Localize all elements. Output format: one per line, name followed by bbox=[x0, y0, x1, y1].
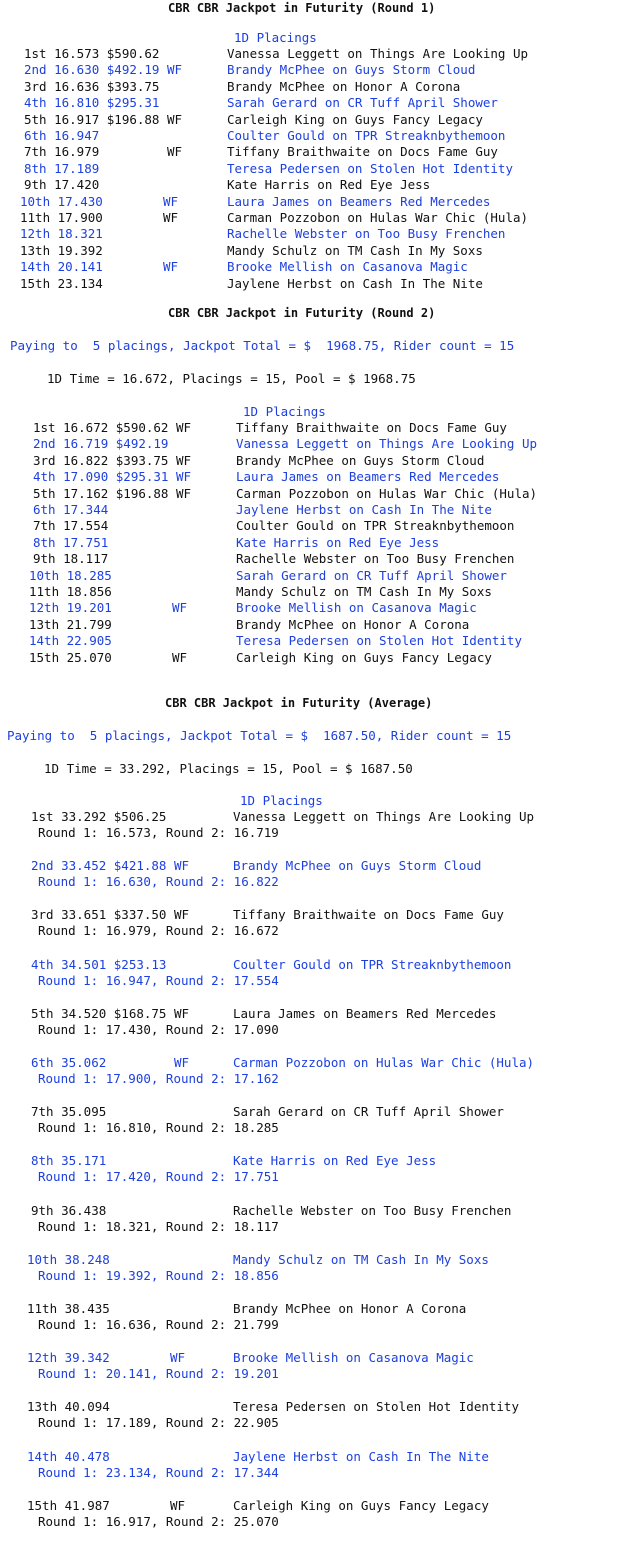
placing-round-times: Round 1: 16.917, Round 2: 25.070 bbox=[38, 1513, 279, 1529]
placing-round-times: Round 1: 16.947, Round 2: 17.554 bbox=[38, 972, 279, 988]
round2-placings-header: 1D Placings bbox=[243, 404, 326, 419]
placing-rider-horse: Jaylene Herbst on Cash In The Nite bbox=[233, 1448, 489, 1464]
placing-rank-time: 10th 17.430 WF bbox=[20, 193, 179, 209]
placing-round-times: Round 1: 23.134, Round 2: 17.344 bbox=[38, 1464, 279, 1480]
placing-rider-horse: Teresa Pedersen on Stolen Hot Identity bbox=[227, 160, 513, 176]
placing-rank-time: 9th 18.117 bbox=[33, 551, 192, 567]
placing-rider-horse: Brooke Mellish on Casanova Magic bbox=[233, 1350, 474, 1366]
placing-rider-horse: Carleigh King on Guys Fancy Legacy bbox=[236, 649, 492, 665]
placing-rank-time: 2nd 16.630 $492.19 WF bbox=[24, 62, 183, 78]
placing-rider-horse: Sarah Gerard on CR Tuff April Shower bbox=[233, 1104, 504, 1120]
placing-round-times: Round 1: 16.636, Round 2: 21.799 bbox=[38, 1317, 279, 1332]
placing-rider-horse: Laura James on Beamers Red Mercedes bbox=[233, 1005, 497, 1021]
placing-rider-horse: Brandy McPhee on Honor A Corona bbox=[233, 1301, 467, 1316]
placing-round-times: Round 1: 18.321, Round 2: 18.117 bbox=[38, 1218, 279, 1234]
placing-rank-time: 14th 20.141 WF bbox=[20, 259, 179, 275]
placing-rank-time: 7th 35.095 bbox=[31, 1104, 190, 1120]
placing-rider-horse: Carman Pozzobon on Hulas War Chic (Hula) bbox=[233, 1055, 535, 1070]
placing-rank-time: 3rd 16.636 $393.75 bbox=[24, 78, 183, 94]
placing-rider-horse: Teresa Pedersen on Stolen Hot Identity bbox=[233, 1399, 519, 1415]
placing-rider-horse: Rachelle Webster on Too Busy Frenchen bbox=[236, 551, 515, 567]
placing-rank-time: 5th 34.520 $168.75 WF bbox=[31, 1005, 190, 1021]
placing-rank-time: 4th 17.090 $295.31 WF bbox=[33, 469, 192, 485]
placing-rank-time: 12th 19.201 WF bbox=[29, 600, 188, 616]
average-placings-header: 1D Placings bbox=[240, 793, 323, 808]
round2-paying-line: Paying to 5 placings, Jackpot Total = $ 1968.75, Rider count = 15 bbox=[10, 338, 515, 353]
placing-rider-horse: Brooke Mellish on Casanova Magic bbox=[236, 600, 477, 616]
placing-rider-horse: Mandy Schulz on TM Cash In My Soxs bbox=[227, 242, 483, 258]
placing-rider-horse: Carleigh King on Guys Fancy Legacy bbox=[227, 111, 483, 127]
round2-summary: 1D Time = 16.672, Placings = 15, Pool = $ 1968.75 bbox=[47, 371, 416, 386]
placing-rider-horse: Kate Harris on Red Eye Jess bbox=[236, 534, 440, 550]
placing-rider-horse: Coulter Gould on TPR Streaknbythemoon bbox=[236, 518, 515, 534]
placing-rank-time: 8th 17.751 bbox=[33, 534, 192, 550]
placing-rider-horse: Kate Harris on Red Eye Jess bbox=[233, 1153, 437, 1169]
placing-rider-horse: Tiffany Braithwaite on Docs Fame Guy bbox=[233, 907, 504, 923]
placing-rank-time: 7th 16.979 WF bbox=[24, 144, 183, 160]
placing-rider-horse: Brandy McPhee on Honor A Corona bbox=[236, 616, 470, 632]
placing-rider-horse: Jaylene Herbst on Cash In The Nite bbox=[236, 502, 492, 517]
average-summary: 1D Time = 33.292, Placings = 15, Pool = $ 1687.50 bbox=[44, 761, 413, 776]
placing-rank-time: 8th 17.189 bbox=[24, 160, 183, 176]
placing-rank-time: 9th 17.420 bbox=[24, 177, 183, 193]
placing-round-times: Round 1: 17.189, Round 2: 22.905 bbox=[38, 1415, 279, 1431]
placing-rank-time: 4th 16.810 $295.31 bbox=[24, 95, 183, 111]
placing-rank-time: 10th 18.285 bbox=[29, 567, 188, 583]
round1-placings-header: 1D Placings bbox=[234, 30, 317, 45]
placing-rank-time: 1st 16.672 $590.62 WF bbox=[33, 420, 192, 435]
placing-rider-horse: Jaylene Herbst on Cash In The Nite bbox=[227, 275, 483, 291]
placing-rank-time: 3rd 33.651 $337.50 WF bbox=[31, 907, 190, 923]
placing-rider-horse: Tiffany Braithwaite on Docs Fame Guy bbox=[227, 144, 498, 160]
placing-rank-time: 12th 39.342 WF bbox=[27, 1350, 186, 1366]
placing-rank-time: 10th 38.248 bbox=[27, 1251, 186, 1267]
placing-rider-horse: Vanessa Leggett on Things Are Looking Up bbox=[233, 809, 535, 824]
placing-rank-time: 13th 19.392 bbox=[20, 242, 179, 258]
placing-rank-time: 15th 23.134 bbox=[20, 275, 179, 291]
placing-round-times: Round 1: 17.420, Round 2: 17.751 bbox=[38, 1169, 279, 1185]
placing-rank-time: 6th 17.344 bbox=[33, 502, 192, 517]
placing-rider-horse: Carleigh King on Guys Fancy Legacy bbox=[233, 1497, 489, 1513]
placing-rank-time: 6th 35.062 WF bbox=[31, 1055, 190, 1070]
placing-rank-time: 2nd 33.452 $421.88 WF bbox=[31, 858, 190, 874]
placing-rider-horse: Laura James on Beamers Red Mercedes bbox=[227, 193, 491, 209]
placing-rank-time: 11th 17.900 WF bbox=[20, 210, 179, 225]
placing-rider-horse: Carman Pozzobon on Hulas War Chic (Hula) bbox=[227, 210, 529, 225]
placing-rider-horse: Rachelle Webster on Too Busy Frenchen bbox=[233, 1202, 512, 1218]
placing-rider-horse: Brandy McPhee on Guys Storm Cloud bbox=[227, 62, 476, 78]
placing-rider-horse: Rachelle Webster on Too Busy Frenchen bbox=[227, 226, 506, 242]
placing-rider-horse: Sarah Gerard on CR Tuff April Shower bbox=[227, 95, 498, 111]
round1-title: CBR CBR Jackpot in Futurity (Round 1) bbox=[168, 1, 436, 15]
placing-round-times: Round 1: 20.141, Round 2: 19.201 bbox=[38, 1366, 279, 1382]
placing-rank-time: 11th 18.856 bbox=[29, 584, 188, 599]
placing-rider-horse: Coulter Gould on TPR Streaknbythemoon bbox=[227, 128, 506, 143]
placing-rider-horse: Brandy McPhee on Guys Storm Cloud bbox=[236, 452, 485, 468]
placing-rank-time: 2nd 16.719 $492.19 bbox=[33, 436, 192, 452]
placing-round-times: Round 1: 17.430, Round 2: 17.090 bbox=[38, 1021, 279, 1037]
placing-rank-time: 4th 34.501 $253.13 bbox=[31, 956, 190, 972]
placing-round-times: Round 1: 16.630, Round 2: 16.822 bbox=[38, 874, 279, 890]
placing-rank-time: 15th 41.987 WF bbox=[27, 1497, 186, 1513]
placing-rank-time: 14th 40.478 bbox=[27, 1448, 186, 1464]
placing-rider-horse: Teresa Pedersen on Stolen Hot Identity bbox=[236, 633, 522, 649]
placing-round-times: Round 1: 19.392, Round 2: 18.856 bbox=[38, 1267, 279, 1283]
placing-round-times: Round 1: 17.900, Round 2: 17.162 bbox=[38, 1071, 279, 1086]
placing-rank-time: 12th 18.321 bbox=[20, 226, 179, 242]
placing-round-times: Round 1: 16.979, Round 2: 16.672 bbox=[38, 923, 279, 939]
placing-rider-horse: Laura James on Beamers Red Mercedes bbox=[236, 469, 500, 485]
placing-rank-time: 1st 16.573 $590.62 bbox=[24, 46, 183, 61]
placing-rank-time: 9th 36.438 bbox=[31, 1202, 190, 1218]
placing-rank-time: 13th 21.799 bbox=[29, 616, 188, 632]
placing-rank-time: 15th 25.070 WF bbox=[29, 649, 188, 665]
placing-rider-horse: Tiffany Braithwaite on Docs Fame Guy bbox=[236, 420, 507, 435]
placing-rank-time: 11th 38.435 bbox=[27, 1301, 186, 1316]
placing-rank-time: 13th 40.094 bbox=[27, 1399, 186, 1415]
placing-rider-horse: Brooke Mellish on Casanova Magic bbox=[227, 259, 468, 275]
placing-rank-time: 6th 16.947 bbox=[24, 128, 183, 143]
placing-rider-horse: Vanessa Leggett on Things Are Looking Up bbox=[227, 46, 529, 61]
round2-title: CBR CBR Jackpot in Futurity (Round 2) bbox=[168, 306, 436, 320]
placing-round-times: Round 1: 16.810, Round 2: 18.285 bbox=[38, 1120, 279, 1136]
placing-rider-horse: Mandy Schulz on TM Cash In My Soxs bbox=[233, 1251, 489, 1267]
placing-rider-horse: Mandy Schulz on TM Cash In My Soxs bbox=[236, 584, 492, 599]
placing-rider-horse: Brandy McPhee on Guys Storm Cloud bbox=[233, 858, 482, 874]
placing-rider-horse: Kate Harris on Red Eye Jess bbox=[227, 177, 431, 193]
placing-rank-time: 8th 35.171 bbox=[31, 1153, 190, 1169]
placing-rank-time: 5th 16.917 $196.88 WF bbox=[24, 111, 183, 127]
average-title: CBR CBR Jackpot in Futurity (Average) bbox=[165, 696, 433, 710]
placing-rider-horse: Sarah Gerard on CR Tuff April Shower bbox=[236, 567, 507, 583]
placing-round-times: Round 1: 16.573, Round 2: 16.719 bbox=[38, 825, 279, 840]
placing-rank-time: 1st 33.292 $506.25 bbox=[31, 809, 190, 824]
placing-rank-time: 3rd 16.822 $393.75 WF bbox=[33, 452, 192, 468]
placing-rank-time: 14th 22.905 bbox=[29, 633, 188, 649]
placing-rider-horse: Brandy McPhee on Honor A Corona bbox=[227, 78, 461, 94]
placing-rider-horse: Carman Pozzobon on Hulas War Chic (Hula) bbox=[236, 485, 538, 501]
placing-rider-horse: Vanessa Leggett on Things Are Looking Up bbox=[236, 436, 538, 452]
placing-rank-time: 7th 17.554 bbox=[33, 518, 192, 534]
placing-rider-horse: Coulter Gould on TPR Streaknbythemoon bbox=[233, 956, 512, 972]
placing-rank-time: 5th 17.162 $196.88 WF bbox=[33, 485, 192, 501]
average-paying-line: Paying to 5 placings, Jackpot Total = $ 1687.50, Rider count = 15 bbox=[7, 728, 512, 743]
